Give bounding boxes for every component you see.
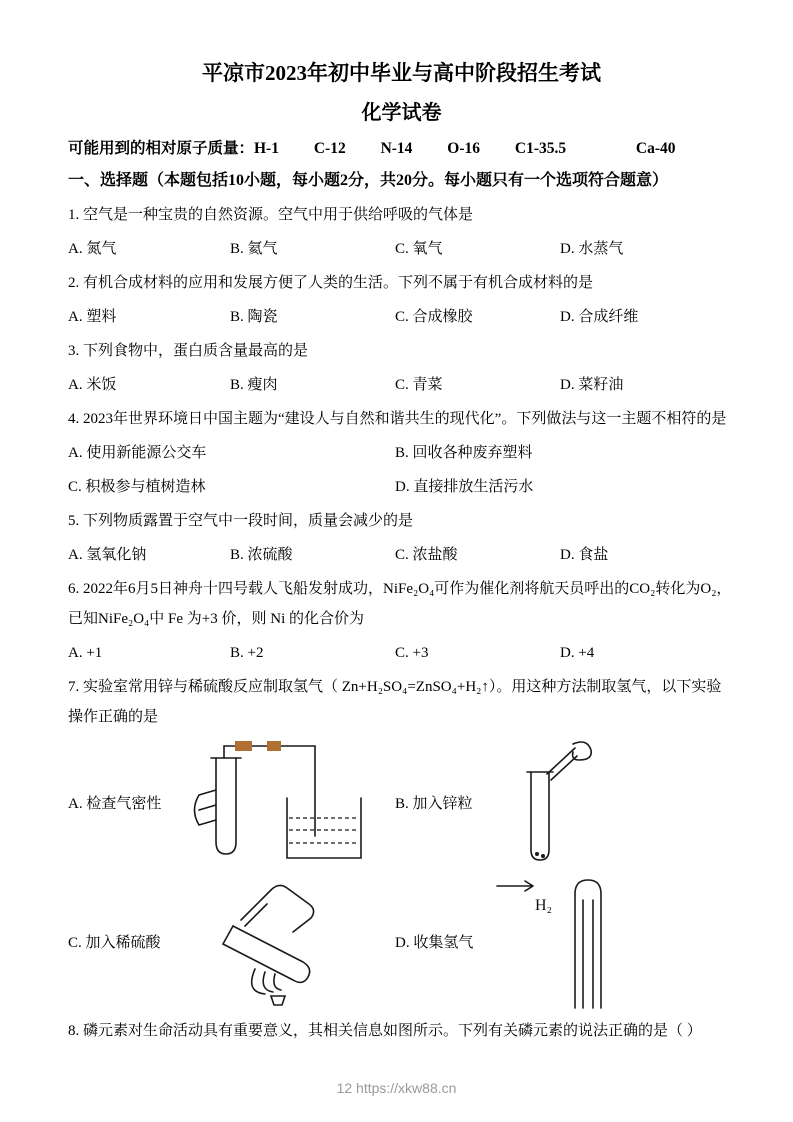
option-d: D. 直接排放生活污水	[395, 479, 534, 495]
question-stem: 4. 2023年世界环境日中国主题为“建设人与自然和谐共生的现代化”。下列做法与这一主题不相符的是	[68, 411, 727, 427]
question-7	[68, 672, 735, 1012]
question-8	[68, 1016, 735, 1046]
figure-row-2	[68, 870, 735, 1012]
option-a: A. 塑料	[68, 309, 117, 325]
question-5	[68, 506, 735, 570]
question-options	[68, 540, 735, 570]
question-3	[68, 336, 735, 400]
question-options	[68, 302, 735, 332]
option-c: C. 合成橡胶	[395, 309, 473, 325]
question-stem: 7. 实验室常用锌与稀硫酸反应制取氢气（ Zn+H₂SO₄=ZnSO₄+H₂↑）。用这种方法制取氢气，以下实验操作正确的是	[68, 679, 722, 725]
option-a: A. 米饭	[68, 377, 117, 393]
option-c: C. 加入稀硫酸	[68, 934, 161, 951]
h2-gas-label: H₂	[535, 897, 553, 914]
question-1	[68, 200, 735, 264]
figure-row-1	[68, 738, 735, 866]
figure-option-b	[395, 738, 735, 866]
option-b: B. 陶瓷	[230, 309, 278, 325]
option-c: C. 浓盐酸	[395, 547, 458, 563]
option-a: A. 氢氧化钠	[68, 547, 147, 563]
question-6	[68, 574, 735, 668]
page-subtitle: 化学试卷	[361, 102, 442, 124]
question-stem: 3. 下列食物中，蛋白质含量最高的是	[68, 343, 309, 359]
option-d: D. 菜籽油	[560, 377, 624, 393]
option-d: D. 合成纤维	[560, 309, 639, 325]
option-d: D. 食盐	[560, 547, 609, 563]
option-a: A. +1	[68, 645, 103, 661]
figure-option-a	[68, 738, 395, 866]
clamp-block	[267, 741, 281, 751]
figure-option-c	[68, 870, 395, 1012]
clamp-block	[235, 741, 252, 751]
question-2	[68, 268, 735, 332]
figure-option-d	[395, 870, 735, 1012]
option-d: D. +4	[560, 645, 595, 661]
collect-hydrogen-figure	[487, 870, 637, 1012]
question-4	[68, 404, 735, 502]
option-c: C. +3	[395, 645, 429, 661]
option-c: C. 积极参与植树造林	[68, 479, 206, 495]
page-footer: 12 https://xkw88.cn	[336, 1080, 457, 1096]
option-d: D. 水蒸气	[560, 241, 624, 257]
option-c: C. 青菜	[395, 377, 443, 393]
question-options	[68, 370, 735, 400]
option-b: B. +2	[230, 645, 264, 661]
option-b: B. 氦气	[230, 241, 278, 257]
question-stem: 8. 磷元素对生命活动具有重要意义，其相关信息如图所示。下列有关磷元素的说法正确的是（ ）	[68, 1023, 702, 1039]
question-options-row-2	[68, 472, 735, 502]
check-airtightness-figure	[175, 740, 375, 864]
page-title: 平凉市2023年初中毕业与高中阶段招生考试	[202, 61, 601, 85]
option-b: B. 加入锌粒	[395, 795, 473, 812]
question-stem: 6. 2022年6月5日神舟十四号载人飞船发射成功，NiFe₂O₄可作为催化剂将航天员呼出的CO₂转化为O₂，已知NiFe₂O₄中 Fe 为+3 价，则 Ni 的化合价为	[68, 581, 732, 627]
option-a: A. 检查气密性	[68, 795, 162, 812]
option-b: B. 浓硫酸	[230, 547, 293, 563]
option-d: D. 收集氢气	[395, 934, 474, 951]
section-header: 一、选择题（本题包括10小题，每小题2分，共20分。每小题只有一个选项符合题意）	[68, 172, 669, 189]
option-c: C. 氧气	[395, 241, 443, 257]
option-a: A. 使用新能源公交车	[68, 445, 207, 461]
atomic-mass-line: 可能用到的相对原子质量：H-1 C-12 N-14 O-16 C1-35.5 Ca-40	[68, 140, 676, 157]
option-b: B. 回收各种废弃塑料	[395, 445, 533, 461]
option-b: B. 瘦肉	[230, 377, 278, 393]
question-options	[68, 638, 735, 668]
add-zinc-figure	[487, 738, 597, 866]
question-stem: 1. 空气是一种宝贵的自然资源。空气中用于供给呼吸的气体是	[68, 207, 474, 223]
question-stem: 2. 有机合成材料的应用和发展方便了人类的生活。下列不属于有机合成材料的是	[68, 275, 594, 291]
option-a: A. 氮气	[68, 241, 117, 257]
question-options	[68, 234, 735, 264]
question-options-row-1	[68, 438, 735, 468]
add-acid-figure	[175, 874, 365, 1009]
question-stem: 5. 下列物质露置于空气中一段时间，质量会减少的是	[68, 513, 414, 529]
